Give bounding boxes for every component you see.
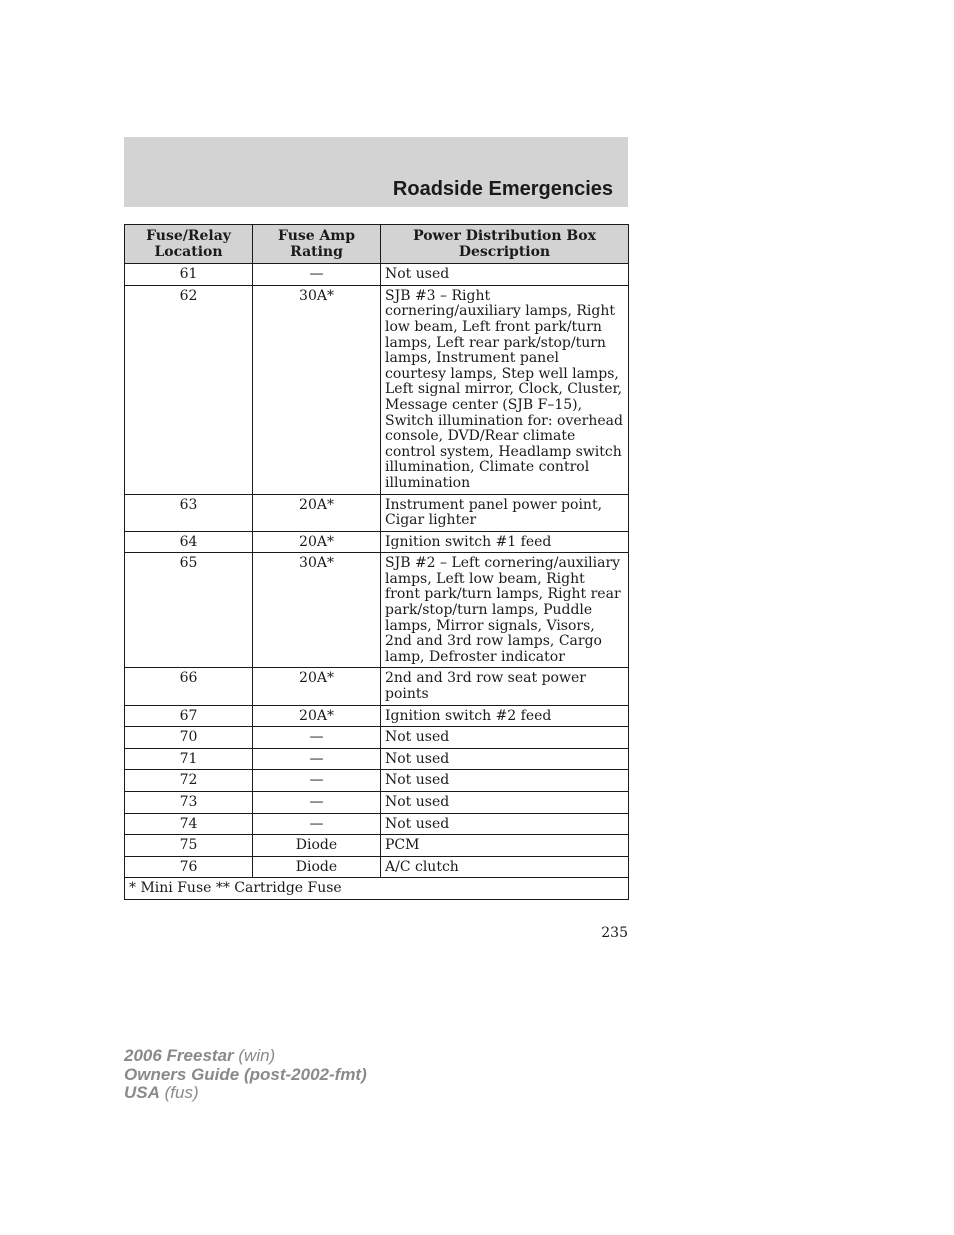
cell-rating: — [253,813,381,835]
table-header-row [125,225,629,264]
table-row [125,727,629,749]
table-footnote-row [125,878,629,900]
cell-description: 2nd and 3rd row seat power points [381,668,629,705]
footer-model-code: (win) [238,1046,276,1065]
table-row [125,748,629,770]
cell-rating: Diode [253,856,381,878]
column-header-description: Power Distribution Box Description [381,225,629,264]
cell-rating: — [253,748,381,770]
table-row [125,770,629,792]
cell-location: 62 [125,285,253,494]
cell-description: Ignition switch #1 feed [381,531,629,553]
fuse-table [124,224,629,900]
table-row [125,531,629,553]
cell-description: Not used [381,748,629,770]
table-row [125,792,629,814]
cell-description: PCM [381,835,629,857]
cell-rating: — [253,727,381,749]
footer-model: 2006 Freestar [124,1046,234,1065]
column-header-location: Fuse/Relay Location [125,225,253,264]
footer-market: USA [124,1083,160,1102]
column-header-rating: Fuse Amp Rating [253,225,381,264]
cell-rating: 20A* [253,705,381,727]
cell-location: 76 [125,856,253,878]
table-row [125,705,629,727]
cell-description: Not used [381,792,629,814]
cell-location: 73 [125,792,253,814]
cell-location: 71 [125,748,253,770]
cell-rating: — [253,770,381,792]
page-number: 235 [601,925,628,941]
section-title: Roadside Emergencies [392,178,613,200]
table-row [125,835,629,857]
cell-location: 75 [125,835,253,857]
cell-description: Instrument panel power point, Cigar lighter [381,494,629,531]
cell-rating: — [253,792,381,814]
cell-location: 72 [125,770,253,792]
cell-location: 63 [125,494,253,531]
footer-line-2 [124,1066,367,1085]
cell-description: SJB #3 – Right cornering/auxiliary lamps, Right low beam, Left front park/turn lamps, Left rear park/stop/turn lamps, Instrument panel courtesy lamps, Step well lamps, Left signal mirror, Clock, Cluster, Message center (SJB F–15), Switch illumination for: overhead console, DVD/Rear climate control system, Headlamp switch illumination, Climate control illumination [381,285,629,494]
cell-description: Not used [381,813,629,835]
footer-line-1 [124,1047,367,1066]
footer-guide: Owners Guide (post-2002-fmt) [124,1064,367,1084]
cell-location: 66 [125,668,253,705]
table-footnote: * Mini Fuse ** Cartridge Fuse [125,878,629,900]
cell-rating: Diode [253,835,381,857]
cell-location: 74 [125,813,253,835]
footer-line-3 [124,1084,367,1103]
cell-location: 64 [125,531,253,553]
cell-rating: 20A* [253,494,381,531]
cell-rating: 30A* [253,285,381,494]
table-row [125,285,629,494]
cell-rating: 30A* [253,553,381,668]
cell-location: 70 [125,727,253,749]
footer-market-code: (fus) [164,1083,199,1102]
cell-description: SJB #2 – Left cornering/auxiliary lamps, Left low beam, Right front park/turn lamps, Right rear park/stop/turn lamps, Puddle lamps, Mirror signals, Visors, 2nd and 3rd row lamps, Cargo lamp, Defroster indicator [381,553,629,668]
section-header-band [124,137,628,207]
cell-description: Not used [381,264,629,286]
table-row [125,813,629,835]
table-row [125,668,629,705]
table-row [125,856,629,878]
cell-rating: 20A* [253,668,381,705]
table-row [125,494,629,531]
table-row [125,553,629,668]
cell-location: 67 [125,705,253,727]
cell-description: A/C clutch [381,856,629,878]
cell-description: Not used [381,770,629,792]
cell-location: 61 [125,264,253,286]
cell-rating: 20A* [253,531,381,553]
cell-description: Not used [381,727,629,749]
cell-rating: — [253,264,381,286]
document-footer [124,1047,367,1103]
table-row [125,264,629,286]
cell-location: 65 [125,553,253,668]
cell-description: Ignition switch #2 feed [381,705,629,727]
